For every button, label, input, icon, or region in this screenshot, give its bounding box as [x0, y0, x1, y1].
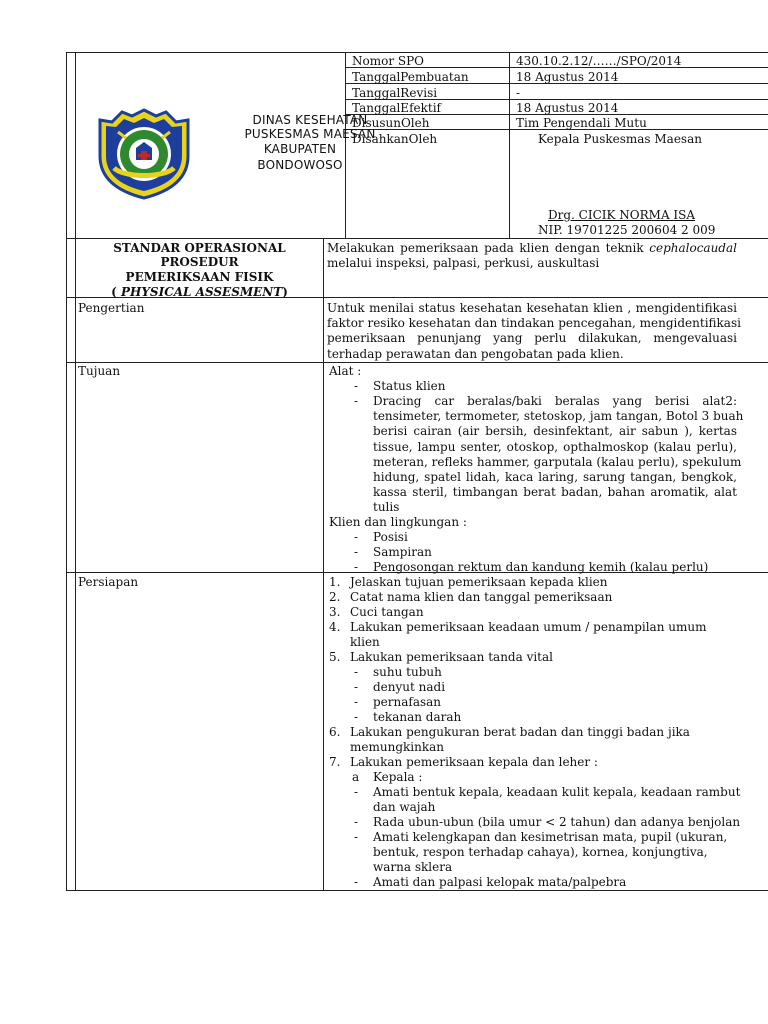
- bullet-dash: -: [354, 710, 359, 724]
- vital-sign-item: suhu tubuh: [373, 665, 442, 679]
- bullet-dash: -: [354, 560, 359, 574]
- row-rule: [66, 238, 768, 239]
- bullet-dash: -: [354, 830, 359, 844]
- meta-label-tanggal-efektif: TanggalEfektif: [352, 101, 441, 115]
- sop-document: [66, 52, 768, 894]
- inner-left-rule: [75, 52, 76, 891]
- step-number: 4.: [329, 620, 341, 634]
- step-number: 6.: [329, 725, 341, 739]
- klien-item: Sampiran: [373, 545, 432, 559]
- bullet-dash: -: [354, 665, 359, 679]
- alat-item: Status klien: [373, 379, 446, 393]
- kepala-item: Amati dan palpasi kelopak mata/palpebra: [373, 875, 627, 889]
- bullet-dash: -: [354, 394, 359, 408]
- org-name-line: KABUPATEN: [263, 142, 337, 156]
- kepala-item: Amati kelengkapan dan kesimetrisan mata, pupil (ukuran,: [373, 830, 728, 844]
- meta-label-tanggal-pembuatan: TanggalPembuatan: [352, 70, 469, 84]
- meta-value-tanggal-efektif: 18 Agustus 2014: [516, 101, 619, 115]
- pengertian-text: Untuk menilai status kesehatan kesehatan klien , mengidentifikasi faktor resiko kesehatan dan tindakan pencegahan, mengidentifikasi pemeriksaan penunjang yang perlu dilakukan, mengevaluasi terhadap perawatan dan pengobatan pada klien.: [327, 301, 741, 361]
- kepala-item: warna sklera: [373, 860, 453, 874]
- step-text: Catat nama klien dan tanggal pemeriksaan: [350, 590, 613, 604]
- meta-label-disusun-oleh: DisusunOleh: [352, 116, 430, 130]
- kepala-item: dan wajah: [373, 800, 436, 814]
- vital-sign-item: pernafasan: [373, 695, 442, 709]
- org-name-line: PUSKESMAS MAESAN: [244, 127, 376, 141]
- sub-step-marker: a: [352, 770, 360, 784]
- org-name-line: BONDOWOSO: [257, 158, 343, 172]
- meta-label-tanggal-revisi: TanggalRevisi: [352, 86, 438, 100]
- bullet-dash: -: [354, 695, 359, 709]
- signer-nip: NIP. 19701225 200604 2 009: [538, 223, 716, 237]
- klien-heading: Klien dan lingkungan :: [329, 515, 467, 529]
- meta-divider: [509, 52, 510, 238]
- kepala-item: Rada ubun-ubun (bila umur < 2 tahun) dan adanya benjolan: [373, 815, 741, 829]
- meta-label-disahkan-oleh: DisahkanOleh: [352, 132, 438, 146]
- step-text: Jelaskan tujuan pemeriksaan kepada klien: [350, 575, 608, 589]
- tujuan-label: Tujuan: [78, 364, 121, 378]
- step-text: Lakukan pemeriksaan keadaan umum / penampilan umum: [350, 620, 707, 634]
- signer-name: Drg. CICIK NORMA ISA: [548, 208, 696, 222]
- meta-value-disahkan-oleh: Kepala Puskesmas Maesan: [538, 132, 702, 146]
- sop-description: Melakukan pemeriksaan pada klien dengan teknik cephalocaudal melalui inspeksi, palpasi, perkusi, auskultasi: [327, 241, 737, 271]
- step-text: memungkinkan: [350, 740, 444, 754]
- sop-title-line: PROSEDUR: [160, 255, 239, 269]
- step-text: Lakukan pemeriksaan kepala dan leher :: [350, 755, 598, 769]
- alat-heading: Alat :: [329, 364, 362, 378]
- step-text: Cuci tangan: [350, 605, 424, 619]
- meta-value-tanggal-pembuatan: 18 Agustus 2014: [516, 70, 619, 84]
- org-name-line: DINAS KESEHATAN: [252, 113, 368, 127]
- meta-value-tanggal-revisi: -: [516, 86, 521, 100]
- meta-value-nomor-spo: 430.10.2.12/……/SPO/2014: [516, 54, 682, 68]
- bullet-dash: -: [354, 875, 359, 889]
- bullet-dash: -: [354, 379, 359, 393]
- step-text: klien: [350, 635, 380, 649]
- sop-title-line: PEMERIKSAAN FISIK: [125, 270, 274, 284]
- bullet-dash: -: [354, 530, 359, 544]
- bullet-dash: -: [354, 545, 359, 559]
- vital-sign-item: denyut nadi: [373, 680, 446, 694]
- step-number: 7.: [329, 755, 341, 769]
- klien-item: Pengosongan rektum dan kandung kemih (kalau perlu): [373, 560, 709, 574]
- sub-step-heading: Kepala :: [373, 770, 423, 784]
- body-divider: [323, 238, 324, 891]
- step-number: 5.: [329, 650, 341, 664]
- step-text: Lakukan pemeriksaan tanda vital: [350, 650, 553, 664]
- sop-title-subtitle: ( PHYSICAL ASSESMENT): [111, 285, 288, 299]
- bullet-dash: -: [354, 785, 359, 799]
- row-rule: [66, 362, 768, 363]
- kepala-item: Amati bentuk kepala, keadaan kulit kepala, keadaan rambut: [373, 785, 741, 799]
- alat-item: Dracing car beralas/baki beralas yang berisi alat2: tensimeter, termometer, stetoskop, jam tangan, Botol 3 buah berisi cairan (air bersih, desinfektant, air sabun ), kertas tissue, lampu senter, otoskop, opthalmoskop (kalau perlu), meteran, refleks hammer, garputala (kalau perlu), spekulum hidung, spatel lidah, kaca laring, sarung tangan, bengkok, kassa steril, timbangan berat badan, bahan aromatik, alat tulis: [373, 394, 744, 515]
- dinas-kesehatan-logo: [96, 108, 192, 200]
- bullet-dash: -: [354, 680, 359, 694]
- sop-title-line: STANDAR OPERASIONAL: [113, 241, 286, 255]
- step-text: Lakukan pengukuran berat badan dan tinggi badan jika: [350, 725, 690, 739]
- bullet-dash: -: [354, 815, 359, 829]
- vital-sign-item: tekanan darah: [373, 710, 462, 724]
- step-number: 3.: [329, 605, 341, 619]
- meta-label-nomor-spo: Nomor SPO: [352, 54, 425, 68]
- step-number: 2.: [329, 590, 341, 604]
- step-number: 1.: [329, 575, 341, 589]
- meta-value-disusun-oleh: Tim Pengendali Mutu: [516, 116, 647, 130]
- persiapan-label: Persiapan: [78, 575, 139, 589]
- kepala-item: bentuk, respon terhadap cahaya), kornea, konjungtiva,: [373, 845, 708, 859]
- klien-item: Posisi: [373, 530, 408, 544]
- pengertian-label: Pengertian: [78, 301, 145, 315]
